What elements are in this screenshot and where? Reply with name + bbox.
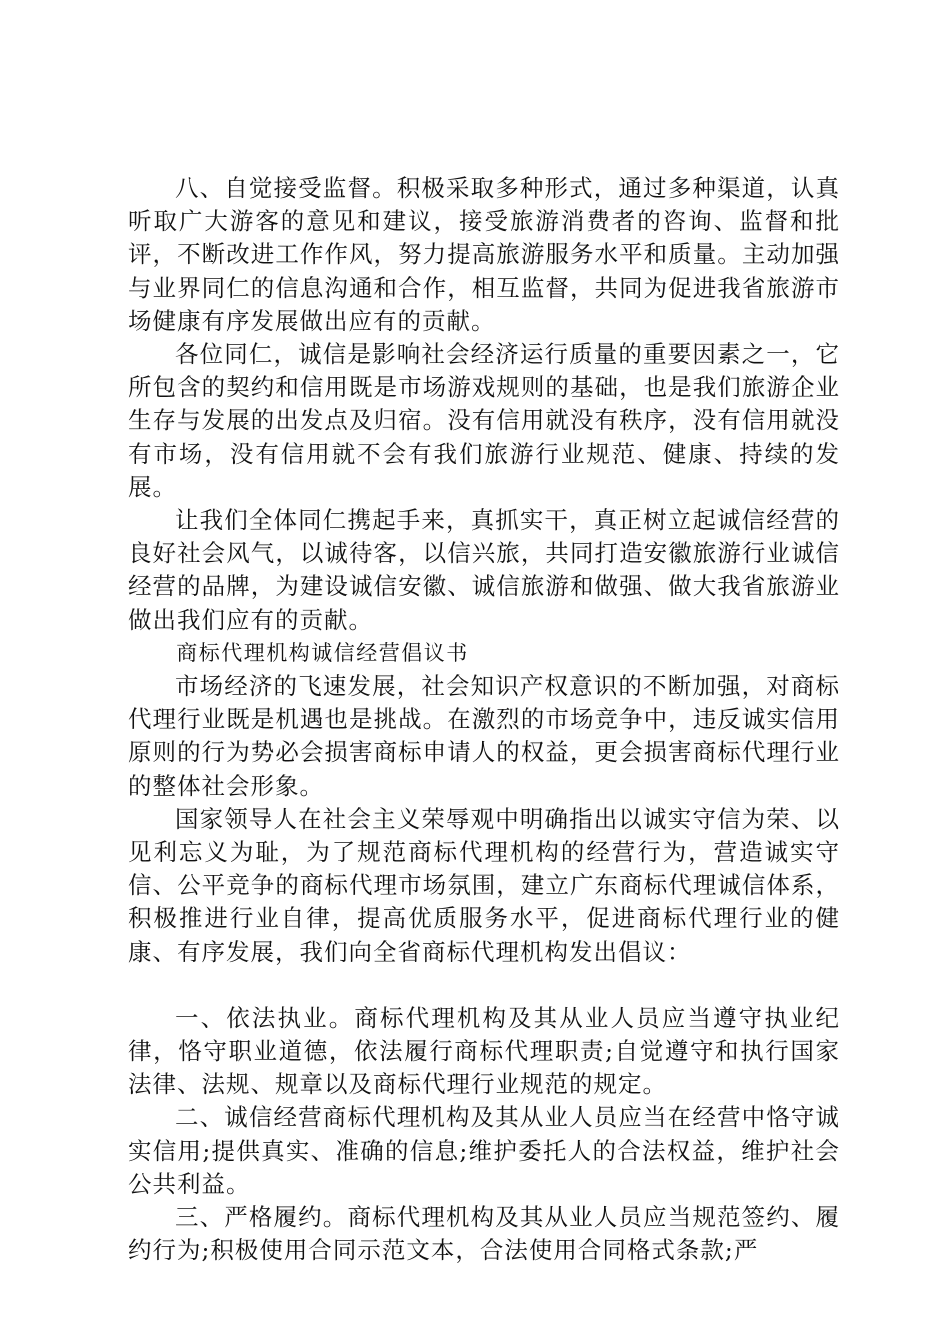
item-lawful-practice: 一、依法执业。商标代理机构及其从业人员应当遵守执业纪律，恪守职业道德，依法履行商标代理职责;自觉遵守和执行国家法律、法规、规章以及商标代理行业规范的规定。 [128,1003,840,1099]
blank-line [128,969,840,1002]
item-strict-contract: 三、严格履约。商标代理机构及其从业人员应当规范签约、履约行为;积极使用合同示范文本，合法使用合同格式条款;严 [128,1203,840,1265]
paragraph-integrity-importance: 各位同仁，诚信是影响社会经济运行质量的重要因素之一，它所包含的契约和信用既是市场游戏规则的基础，也是我们旅游企业生存与发展的出发点及归宿。没有信用就没有秩序，没有信用就没有市场，没有信用就不会有我们旅游行业规范、健康、持续的发展。 [128,340,840,501]
paragraph-initiative-intro: 国家领导人在社会主义荣辱观中明确指出以诚实守信为荣、以见利忘义为耻，为了规范商标代理机构的经营行为，营造诚实守信、公平竞争的商标代理市场氛围，建立广东商标代理诚信体系，积极推进行业自律，提高优质服务水平，促进商标代理行业的健康、有序发展，我们向全省商标代理机构发出倡议： [128,804,840,966]
paragraph-market-context: 市场经济的飞速发展，社会知识产权意识的不断加强，对商标代理行业既是机遇也是挑战。在激烈的市场竞争中，违反诚实信用原则的行为势必会损害商标申请人的权益，更会损害商标代理行业的整体社会形象。 [128,672,840,800]
item-honest-operation: 二、诚信经营商标代理机构及其从业人员应当在经营中恪守诚实信用;提供真实、准确的信息;维护委托人的合法权益，维护社会公共利益。 [128,1103,840,1198]
document-title: 商标代理机构诚信经营倡议书 [176,640,469,665]
paragraph-supervision: 八、自觉接受监督。积极采取多种形式，通过多种渠道，认真听取广大游客的意见和建议，接受旅游消费者的咨询、监督和批评，不断改进工作作风，努力提高旅游服务水平和质量。主动加强与业界同仁的信息沟通和合作，相互监督，共同为促进我省旅游市场健康有序发展做出应有的贡献。 [128,174,840,335]
paragraph-call-to-action: 让我们全体同仁携起手来，真抓实干，真正树立起诚信经营的良好社会风气，以诚待客，以信兴旅，共同打造安徽旅游行业诚信经营的品牌，为建设诚信安徽、诚信旅游和做强、做大我省旅游业做出我们应有的贡献。 [128,506,840,634]
document-page [128,172,840,1268]
